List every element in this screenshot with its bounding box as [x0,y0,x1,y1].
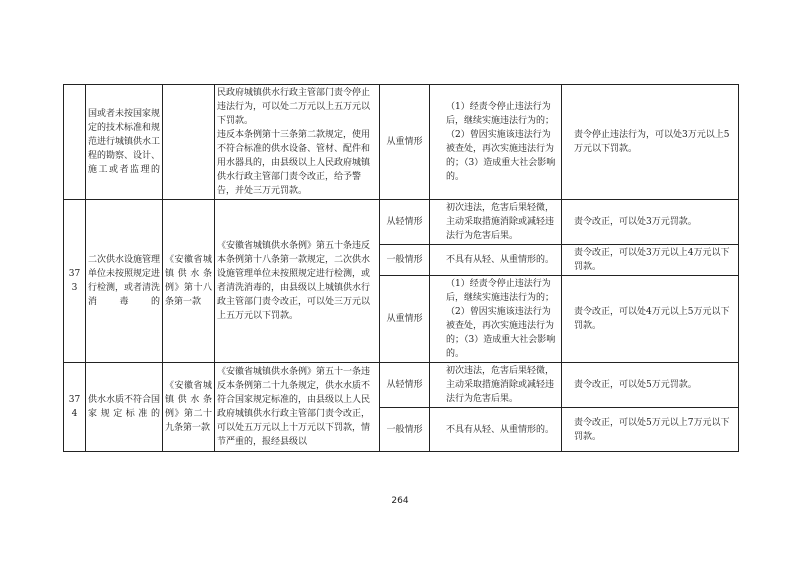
penalty-basis-cell: 《安徽省城镇供水条例》第五十一条违反本条例第二十九条规定，供水水质不符合国家规定标准的，由县级以上人民政府城镇供水行政主管部门责令改正，可以处五万元以上十万元以下罚款，情节严重的，报经县级以 [215,363,380,452]
legal-provision-cell: 《安徽省城镇供水条例》第十八条第一款 [163,200,215,363]
condition-cell [430,363,562,408]
circumstance-cell: 从轻情形 [380,363,430,408]
condition-cell [430,245,562,276]
penalty-cell [562,276,739,363]
item-number-cell: 374 [64,363,86,452]
penalty-basis-cell [215,85,380,200]
condition-text: （1）经责令停止违法行为后，继续实施违法行为的；（2）曾因实施该违法行为被查处，再次实施违法行为的；（3）造成重大社会影响的。 [446,279,556,359]
circumstance-cell: 从重情形 [380,85,430,200]
penalty-text: 责令改正，可以处3万元以上4万元以下罚款。 [574,248,730,272]
penalty-cell [562,85,739,200]
violation-item-cell: 供水水质不符合国家规定标准的 [86,363,163,452]
condition-text: 不具有从轻、从重情形的。 [446,255,555,265]
penalty-basis-line: 民政府城镇供水行政主管部门责令停止违法行为，可以处二万元以上五万元以下罚款。 [217,88,371,126]
condition-text: （1）经责令停止违法行为后，继续实施违法行为的；（2）曾因实施该违法行为被查处，再次实施违法行为的；（3）造成重大社会影响的。 [446,102,556,182]
penalty-text: 责令改正，可以处3万元罚款。 [574,217,697,227]
condition-text: 不具有从轻、从重情形的。 [446,424,555,435]
condition-cell [430,200,562,245]
condition-cell [430,85,562,200]
legal-provision-cell: 《安徽省城镇供水条例》第二十九条第一款 [163,363,215,452]
legal-provision-cell [163,85,215,200]
condition-text: 初次违法，危害后果轻微，主动采取措施消除或减轻违法行为危害后果。 [446,203,555,241]
penalty-cell [562,245,739,276]
condition-text: 初次违法，危害后果轻微，主动采取措施消除或减轻违法行为危害后果。 [446,366,555,404]
penalty-text: 责令改正，可以处5万元以上7万元以下罚款。 [574,417,730,442]
table-row [64,363,739,408]
penalty-cell [562,200,739,245]
item-number-cell [64,85,86,200]
penalty-basis-line: 违反本条例第十三条第二款规定，使用不符合标准的供水设备、管材、配件和用水器具的，由县级以上人民政府城镇供水行政主管部门责令改正，给予警告，并处三万元罚款。 [217,130,371,196]
violation-item-cell: 二次供水设施管理单位未按照规定进行检测，或者清洗消毒的 [86,200,163,363]
table-row [64,200,739,245]
page-number: 264 [391,496,409,506]
discretion-standard-table [63,84,739,452]
penalty-text: 责令改正，可以处5万元罚款。 [574,380,697,390]
circumstance-cell: 一般情形 [380,408,430,452]
circumstance-cell: 一般情形 [380,245,430,276]
penalty-text: 责令改正，可以处4万元以上5万元以下罚款。 [574,307,730,331]
condition-cell [430,276,562,363]
violation-item-cell: 国或者未按国家规定的技术标准和规范进行城镇供水工程的勘察、设计、施工或者监理的 [86,85,163,200]
item-number-cell: 373 [64,200,86,363]
circumstance-cell: 从轻情形 [380,200,430,245]
condition-cell [430,408,562,452]
penalty-text: 责令停止违法行为，可以处3万元以上5万元以下罚款。 [574,130,730,154]
penalty-basis-cell: 《安徽省城镇供水条例》第五十条违反本条例第十八条第一款规定，二次供水设施管理单位未按照规定进行检测，或者清洗消毒的，由县级以上城镇供水行政主管部门责令改正，可以处三万元以上五万元以下罚款。 [215,200,380,363]
penalty-cell [562,363,739,408]
circumstance-cell: 从重情形 [380,276,430,363]
penalty-cell [562,408,739,452]
table-row [64,85,739,200]
